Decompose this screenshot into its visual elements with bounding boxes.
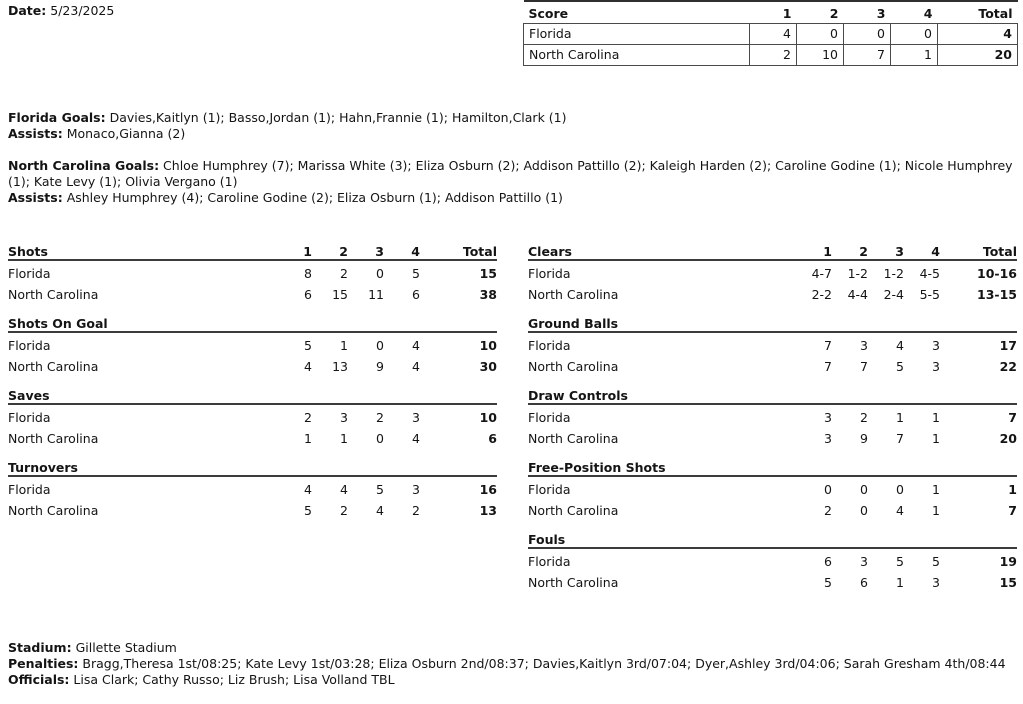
q2-value: 3: [860, 553, 868, 569]
stat-row-florida: [8, 405, 497, 427]
score-col-q1: 1: [750, 1, 797, 24]
stats-left-column: [8, 244, 497, 532]
stat-section: [528, 316, 1017, 376]
date-line: [8, 3, 114, 19]
q2-value: 0: [860, 503, 868, 518]
column-header-q1: 1: [823, 244, 832, 259]
score-header-row: [524, 1, 1018, 24]
q2-value: 2: [340, 265, 348, 281]
q3-value: 1: [896, 409, 904, 425]
team-name: Florida: [8, 409, 51, 425]
score-q1-value: 4: [750, 24, 797, 45]
penalties-line: [8, 656, 1018, 672]
florida-goals-text: Davies,Kaitlyn (1); Basso,Jordan (1); Hahn,Frannie (1); Hamilton,Clark (1): [109, 110, 567, 125]
q3-value: 0: [376, 431, 384, 446]
score-col-q4: 4: [891, 1, 938, 24]
team-name: Florida: [8, 265, 51, 281]
stat-section-header: [528, 316, 1017, 333]
q2-value: 3: [860, 337, 868, 353]
score-team-name: Florida: [524, 24, 750, 45]
q2-value: 7: [860, 359, 868, 374]
q4-value: 2: [412, 503, 420, 518]
team-name: Florida: [528, 481, 571, 497]
q1-value: 5: [304, 337, 312, 353]
score-q1-value: 2: [750, 45, 797, 66]
q1-value: 1: [304, 431, 312, 446]
q1-value: 7: [824, 337, 832, 353]
q1-value: 4-7: [811, 265, 832, 281]
stat-section-title: Ground Balls: [528, 316, 619, 331]
q3-value: 4: [896, 503, 904, 518]
stat-section: [528, 244, 1017, 304]
q3-value: 7: [896, 431, 904, 446]
team-name: Florida: [528, 553, 571, 569]
q4-value: 4-5: [919, 265, 940, 281]
score-team-name: North Carolina: [524, 45, 750, 66]
q4-value: 1: [932, 503, 940, 518]
stat-section-header: [528, 532, 1017, 549]
team-name: North Carolina: [528, 431, 619, 446]
stat-section-title: Clears: [528, 244, 572, 259]
q4-value: 1: [932, 431, 940, 446]
q4-value: 5-5: [919, 287, 940, 302]
stat-section-header: [8, 244, 497, 261]
q4-value: 3: [412, 409, 420, 425]
officials-line: [8, 672, 1018, 688]
score-q4-value: 0: [891, 24, 938, 45]
florida-assists-line: [8, 126, 1015, 142]
q1-value: 6: [304, 287, 312, 302]
stat-row-florida: [528, 549, 1017, 571]
officials-text: Lisa Clark; Cathy Russo; Liz Brush; Lisa Volland TBL: [73, 672, 395, 687]
q2-value: 9: [860, 431, 868, 446]
stadium-value: Gillette Stadium: [75, 640, 177, 655]
q2-value: 4-4: [847, 287, 868, 302]
game-info-footer: [8, 640, 1018, 688]
q4-value: 5: [932, 553, 940, 569]
stat-section-header: [8, 460, 497, 477]
team-name: Florida: [528, 409, 571, 425]
stat-row-florida: [8, 261, 497, 283]
stat-row-north-carolina: [528, 355, 1017, 377]
q1-value: 2-2: [811, 287, 832, 302]
q3-value: 5: [896, 359, 904, 374]
q4-value: 1: [932, 481, 940, 497]
score-row-north-carolina: [524, 45, 1018, 66]
total-value: 15: [479, 265, 497, 281]
date-label: Date:: [8, 3, 47, 18]
stat-row-north-carolina: [8, 355, 497, 377]
penalties-label: Penalties:: [8, 656, 79, 671]
total-value: 10: [479, 409, 497, 425]
total-value: 15: [999, 575, 1017, 590]
q1-value: 4: [304, 359, 312, 374]
stadium-line: [8, 640, 1018, 656]
total-value: 1: [1008, 481, 1017, 497]
stat-section-title: Fouls: [528, 532, 566, 547]
score-col-q2: 2: [797, 1, 844, 24]
stat-section-header: [8, 388, 497, 405]
team-name: North Carolina: [528, 287, 619, 302]
q1-value: 2: [824, 503, 832, 518]
q1-value: 8: [304, 265, 312, 281]
q3-value: 5: [376, 481, 384, 497]
stat-section: [8, 460, 497, 520]
q3-value: 9: [376, 359, 384, 374]
q3-value: 2: [376, 409, 384, 425]
nc-assists-label: Assists:: [8, 190, 63, 205]
florida-assists-label: Assists:: [8, 126, 63, 141]
team-name: North Carolina: [8, 503, 99, 518]
q3-value: 0: [896, 481, 904, 497]
stat-row-florida: [528, 261, 1017, 283]
stat-section: [528, 388, 1017, 448]
score-col-q3: 3: [844, 1, 891, 24]
stat-row-florida: [8, 333, 497, 355]
q3-value: 11: [368, 287, 384, 302]
nc-goals-line: [8, 158, 1015, 190]
score-row-florida: [524, 24, 1018, 45]
score-q3-value: 7: [844, 45, 891, 66]
column-header-total: Total: [462, 244, 497, 259]
stat-section-title: Shots On Goal: [8, 316, 108, 331]
total-value: 13-15: [977, 287, 1017, 302]
column-header-q3: 3: [895, 244, 904, 259]
q1-value: 4: [304, 481, 312, 497]
stat-section: [8, 244, 497, 304]
stat-section-header: [528, 244, 1017, 261]
column-header-q2: 2: [859, 244, 868, 259]
stat-section-title: Free-Position Shots: [528, 460, 666, 475]
stat-section: [528, 460, 1017, 520]
column-header-q2: 2: [339, 244, 348, 259]
team-name: North Carolina: [8, 431, 99, 446]
q1-value: 2: [304, 409, 312, 425]
column-header-q3: 3: [375, 244, 384, 259]
q3-value: 4: [376, 503, 384, 518]
score-title: Score: [524, 1, 750, 24]
total-value: 17: [999, 337, 1017, 353]
team-name: North Carolina: [8, 359, 99, 374]
team-name: Florida: [8, 481, 51, 497]
stat-section-header: [528, 460, 1017, 477]
florida-goals-line: [8, 110, 1015, 126]
scoring-summary: [8, 110, 1015, 206]
q2-value: 1-2: [847, 265, 868, 281]
q3-value: 0: [376, 265, 384, 281]
nc-assists-line: [8, 190, 1015, 206]
team-name: Florida: [528, 337, 571, 353]
score-total-value: 20: [938, 45, 1018, 66]
q3-value: 5: [896, 553, 904, 569]
total-value: 38: [479, 287, 497, 302]
q1-value: 5: [824, 575, 832, 590]
stats-right-column: [528, 244, 1017, 604]
team-name: Florida: [8, 337, 51, 353]
total-value: 19: [999, 553, 1017, 569]
q1-value: 3: [824, 431, 832, 446]
total-value: 30: [479, 359, 497, 374]
q2-value: 3: [340, 409, 348, 425]
stat-section-title: Shots: [8, 244, 48, 259]
score-q3-value: 0: [844, 24, 891, 45]
q3-value: 1: [896, 575, 904, 590]
total-value: 6: [488, 431, 497, 446]
total-value: 13: [479, 503, 497, 518]
q2-value: 2: [860, 409, 868, 425]
stat-row-florida: [8, 477, 497, 499]
stat-section-header: [528, 388, 1017, 405]
q2-value: 0: [860, 481, 868, 497]
nc-goals-label: North Carolina Goals:: [8, 158, 160, 173]
q4-value: 1: [932, 409, 940, 425]
column-header-total: Total: [982, 244, 1017, 259]
q2-value: 1: [340, 337, 348, 353]
total-value: 7: [1008, 503, 1017, 518]
q2-value: 2: [340, 503, 348, 518]
score-total-value: 4: [938, 24, 1018, 45]
q1-value: 3: [824, 409, 832, 425]
stat-row-north-carolina: [528, 427, 1017, 449]
stat-section: [8, 316, 497, 376]
column-header-q4: 4: [931, 244, 940, 259]
total-value: 16: [479, 481, 497, 497]
score-q2-value: 10: [797, 45, 844, 66]
q4-value: 6: [412, 287, 420, 302]
q3-value: 1-2: [883, 265, 904, 281]
q2-value: 1: [340, 431, 348, 446]
stat-section-title: Saves: [8, 388, 50, 403]
stat-section: [528, 532, 1017, 592]
total-value: 20: [999, 431, 1017, 446]
stat-section-title: Draw Controls: [528, 388, 628, 403]
nc-goals-text: Chloe Humphrey (7); Marissa White (3); Eliza Osburn (2); Addison Pattillo (2); Kaleigh Harden (2); Caroline Godine (1); Nicole Humphrey (1); Kate Levy (1); Olivia Vergano (1): [8, 158, 1013, 189]
total-value: 10: [479, 337, 497, 353]
q1-value: 0: [824, 481, 832, 497]
q3-value: 2-4: [883, 287, 904, 302]
stat-section: [8, 388, 497, 448]
q4-value: 3: [932, 575, 940, 590]
stat-row-florida: [528, 333, 1017, 355]
stat-row-north-carolina: [528, 571, 1017, 593]
q3-value: 0: [376, 337, 384, 353]
stadium-label: Stadium:: [8, 640, 72, 655]
stat-row-north-carolina: [528, 499, 1017, 521]
q1-value: 5: [304, 503, 312, 518]
florida-assists-text: Monaco,Gianna (2): [66, 126, 186, 141]
score-q2-value: 0: [797, 24, 844, 45]
q2-value: 13: [332, 359, 348, 374]
stat-row-florida: [528, 477, 1017, 499]
florida-goals-label: Florida Goals:: [8, 110, 106, 125]
q3-value: 4: [896, 337, 904, 353]
q4-value: 5: [412, 265, 420, 281]
team-name: North Carolina: [8, 287, 99, 302]
team-name: Florida: [528, 265, 571, 281]
total-value: 7: [1008, 409, 1017, 425]
q4-value: 4: [412, 337, 420, 353]
officials-label: Officials:: [8, 672, 70, 687]
stat-row-north-carolina: [8, 427, 497, 449]
q4-value: 3: [932, 337, 940, 353]
stat-row-north-carolina: [8, 499, 497, 521]
stat-section-title: Turnovers: [8, 460, 78, 475]
score-q4-value: 1: [891, 45, 938, 66]
penalties-text: Bragg,Theresa 1st/08:25; Kate Levy 1st/03:28; Eliza Osburn 2nd/08:37; Davies,Kaitlyn 3rd/07:04; Dyer,Ashley 3rd/04:06; Sarah Gresham 4th/08:44: [82, 656, 1006, 671]
q2-value: 4: [340, 481, 348, 497]
column-header-q1: 1: [303, 244, 312, 259]
score-table: [523, 0, 1018, 66]
team-name: North Carolina: [528, 503, 619, 518]
q4-value: 3: [932, 359, 940, 374]
stat-row-north-carolina: [8, 283, 497, 305]
q1-value: 6: [824, 553, 832, 569]
column-header-q4: 4: [411, 244, 420, 259]
score-col-total: Total: [938, 1, 1018, 24]
q4-value: 3: [412, 481, 420, 497]
total-value: 22: [999, 359, 1017, 374]
stat-row-north-carolina: [528, 283, 1017, 305]
q4-value: 4: [412, 431, 420, 446]
stat-row-florida: [528, 405, 1017, 427]
stat-section-header: [8, 316, 497, 333]
q2-value: 15: [332, 287, 348, 302]
q2-value: 6: [860, 575, 868, 590]
team-name: North Carolina: [528, 575, 619, 590]
team-name: North Carolina: [528, 359, 619, 374]
q1-value: 7: [824, 359, 832, 374]
nc-assists-text: Ashley Humphrey (4); Caroline Godine (2); Eliza Osburn (1); Addison Pattillo (1): [66, 190, 563, 205]
q4-value: 4: [412, 359, 420, 374]
date-value: 5/23/2025: [50, 3, 115, 18]
total-value: 10-16: [977, 265, 1017, 281]
